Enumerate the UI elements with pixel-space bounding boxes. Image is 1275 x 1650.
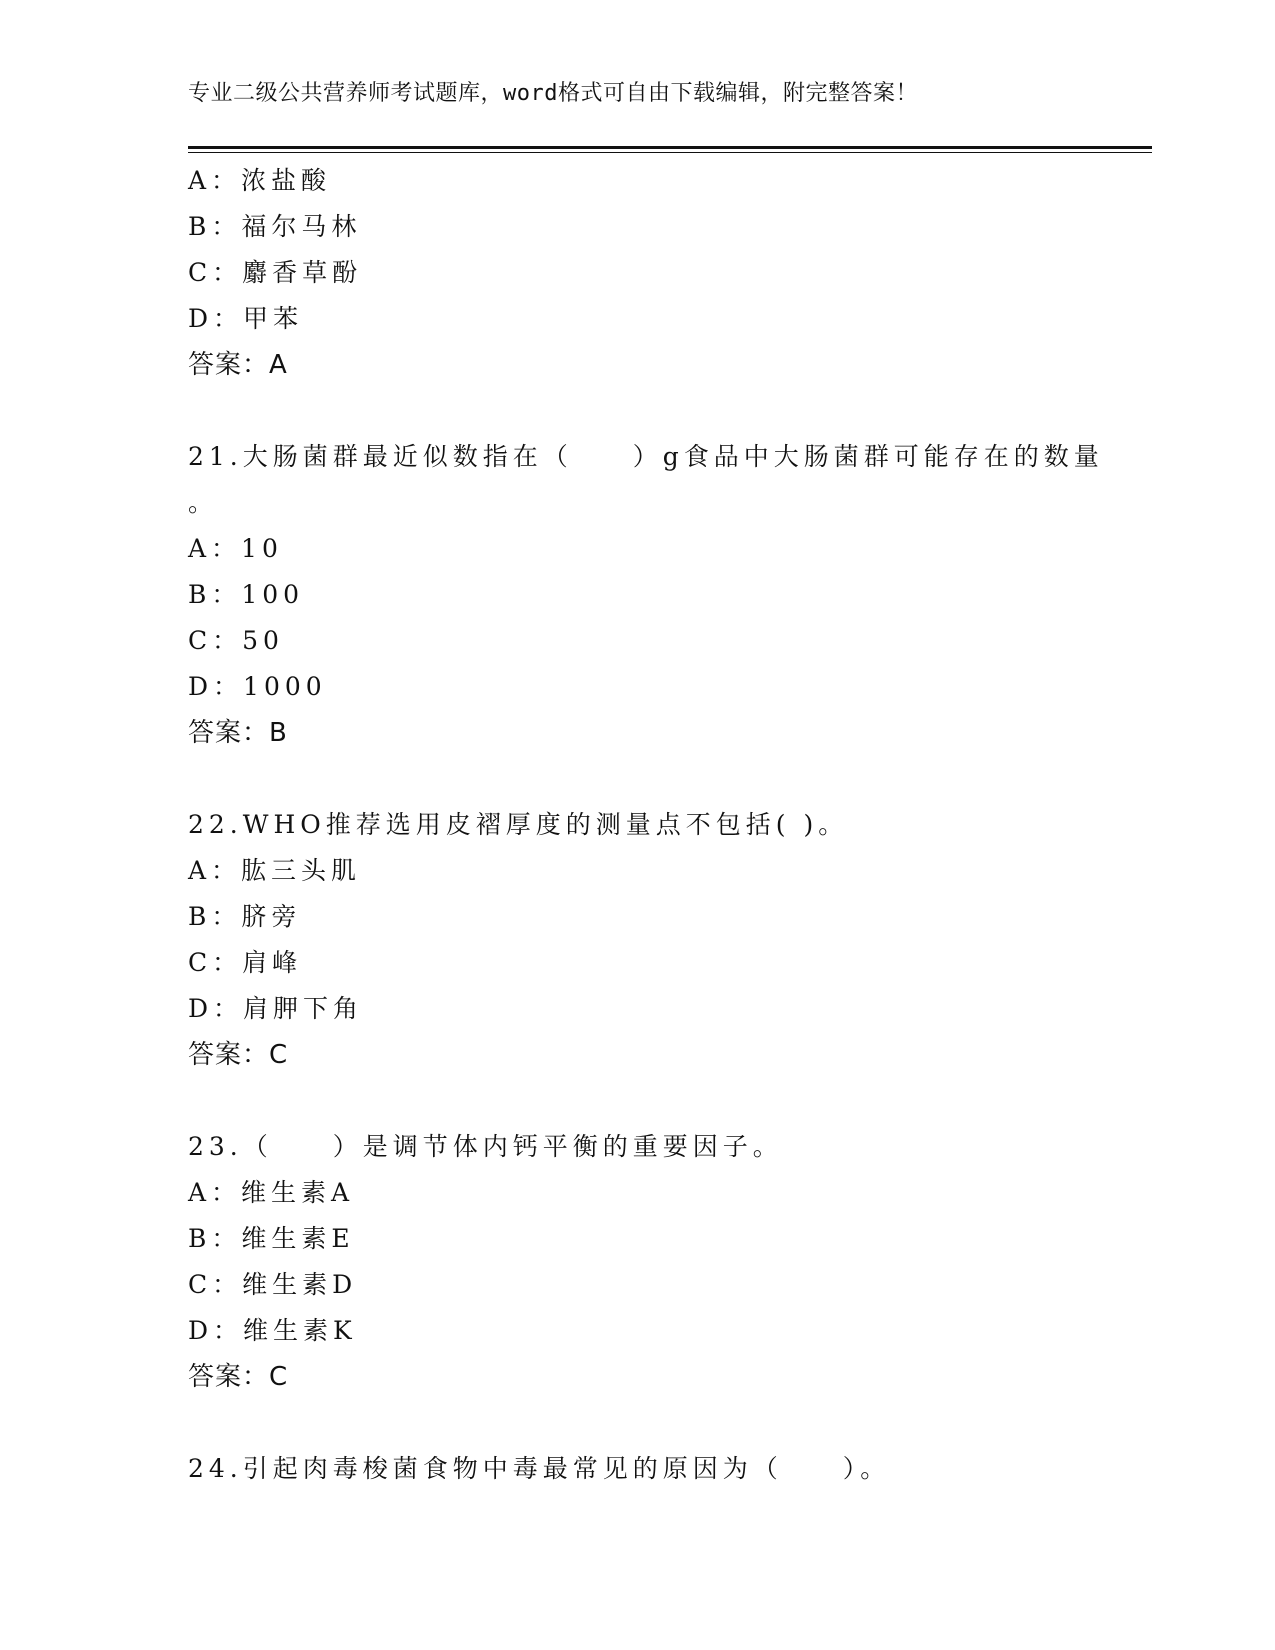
question-22: 22.WHO推荐选用皮褶厚度的测量点不包括( )。 [188, 810, 849, 839]
option-b: B：100 [188, 580, 305, 609]
option-d: D：肩胛下角 [188, 994, 364, 1023]
header-rule-thick [188, 146, 1152, 149]
option-b: B：福尔马林 [188, 212, 362, 241]
option-a: A：维生素A [188, 1178, 355, 1207]
option-d: D：1000 [188, 672, 327, 701]
option-c: C：50 [188, 626, 284, 655]
header-rule-thin [188, 152, 1152, 153]
question-24: 24.引起肉毒梭菌食物中毒最常见的原因为（ ）。 [188, 1454, 891, 1483]
spacer [188, 1400, 1152, 1446]
option-c: C：肩峰 [188, 948, 303, 977]
question-23: 23.（ ）是调节体内钙平衡的重要因子。 [188, 1132, 783, 1161]
question-21: 21.大肠菌群最近似数指在（ ）g食品中大肠菌群可能存在的数量 [188, 442, 1104, 471]
spacer [188, 388, 1152, 434]
spacer [188, 1078, 1152, 1124]
page-header: 专业二级公共营养师考试题库，word格式可自由下载编辑，附完整答案！ [188, 81, 918, 106]
option-d: D：甲苯 [188, 304, 304, 333]
answer: 答案：C [188, 1040, 289, 1070]
answer: 答案：A [188, 350, 288, 380]
option-b: B：脐旁 [188, 902, 302, 931]
option-d: D：维生素K [188, 1316, 357, 1345]
option-c: C：麝香草酚 [188, 258, 363, 287]
option-a: A：10 [188, 534, 283, 563]
answer: 答案：C [188, 1362, 289, 1392]
option-a: A：肱三头肌 [188, 856, 362, 885]
option-b: B：维生素E [188, 1224, 355, 1253]
spacer [188, 756, 1152, 802]
question-21-continuation: 。 [188, 488, 214, 517]
option-c: C：维生素D [188, 1270, 358, 1299]
option-a: A：浓盐酸 [188, 166, 332, 195]
answer: 答案：B [188, 718, 288, 748]
question-content [188, 158, 1152, 1492]
